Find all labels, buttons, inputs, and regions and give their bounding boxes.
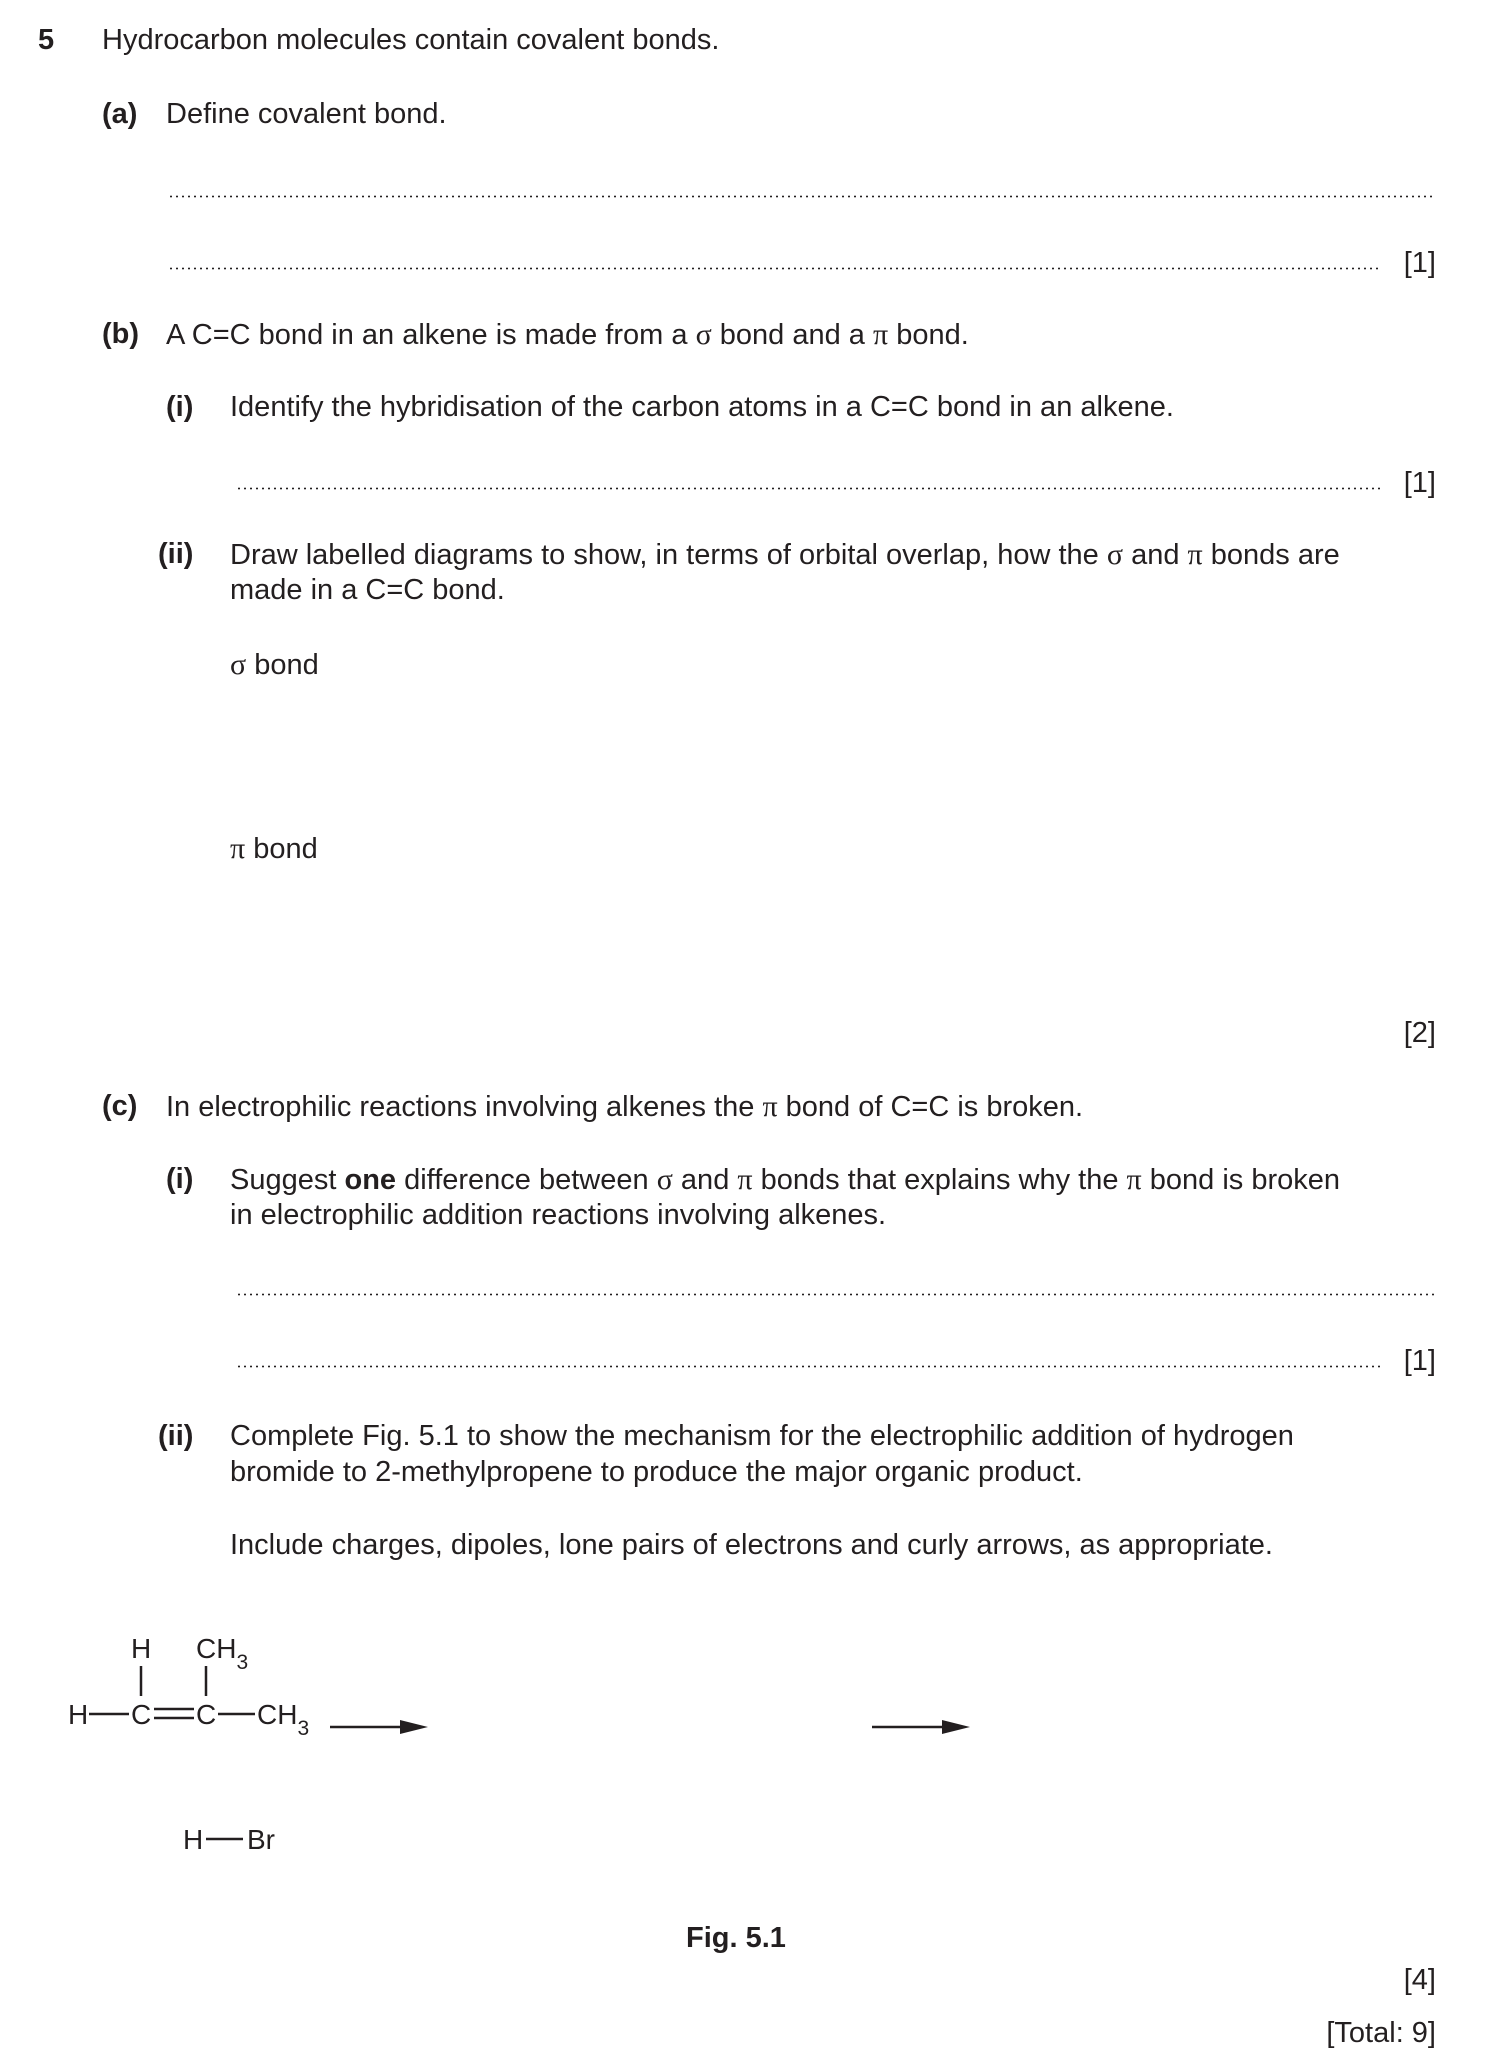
fig-5-1-diagram[interactable] [0, 1600, 1500, 1960]
part-b-ii-text-2: and [1123, 539, 1188, 571]
part-c-ii-instruction: Include charges, dipoles, lone pairs of electrons and curly arrows, as appropriate. [230, 1529, 1273, 1561]
atom-c2: C [196, 1699, 217, 1730]
pi-symbol: π [873, 318, 889, 351]
figure-caption: Fig. 5.1 [686, 1922, 786, 1954]
part-b-label: (b) [102, 318, 140, 350]
pi-symbol: π [1187, 538, 1203, 571]
pi-symbol: π [230, 832, 246, 865]
pi-bond-label [230, 830, 318, 868]
part-c-i-text-3: and [672, 1164, 738, 1196]
part-b-text-2: bond and a [711, 319, 873, 351]
part-b-text-3: bond. [888, 319, 969, 351]
part-b-ii-text-1: Draw labelled diagrams to show, in terms of orbital overlap, how the [230, 539, 1107, 571]
atom-h-top: H [131, 1633, 152, 1664]
pi-bond-word: bond [253, 833, 318, 865]
mark-c-i: [1] [1403, 1345, 1436, 1377]
sigma-symbol: σ [230, 648, 247, 681]
question-number: 5 [38, 24, 55, 56]
part-b-ii-text-3: bonds are [1202, 539, 1340, 571]
part-c-i-text-line2: in electrophilic addition reactions involving alkenes. [230, 1199, 887, 1231]
part-a-text: Define covalent bond. [166, 98, 447, 130]
sigma-bond-label [230, 646, 319, 684]
part-c-i-text-5: bond is broken [1141, 1164, 1341, 1196]
group-ch3-right [257, 1699, 309, 1740]
hbr-h: H [183, 1824, 204, 1855]
reaction-arrow-1-head [400, 1720, 428, 1734]
mark-b-i: [1] [1403, 467, 1436, 499]
part-a-label: (a) [102, 98, 138, 130]
part-c-text-2: bond of C=C is broken. [777, 1091, 1084, 1123]
part-c-i-text [230, 1161, 1438, 1199]
sigma-bond-word: bond [254, 649, 319, 681]
sigma-symbol: σ [1106, 538, 1124, 571]
hbr-br: Br [247, 1824, 275, 1855]
sigma-symbol: σ [695, 318, 712, 351]
answer-line-b-i[interactable] [236, 487, 1382, 490]
pi-bond-drawing-area[interactable] [230, 874, 1430, 1004]
answer-line-c-i-2[interactable] [236, 1365, 1382, 1368]
pi-symbol: π [737, 1163, 753, 1196]
pi-symbol: π [1126, 1163, 1142, 1196]
part-b-ii-label: (ii) [158, 538, 194, 570]
ch3-right-text: CH [257, 1699, 298, 1730]
part-b-ii-text-line2: made in a C=C bond. [230, 574, 505, 606]
atom-h-left: H [68, 1699, 89, 1730]
part-c-i-text-1: Suggest [230, 1164, 345, 1196]
pi-symbol: π [762, 1090, 778, 1123]
part-c-label: (c) [102, 1090, 138, 1122]
sigma-symbol: σ [656, 1163, 673, 1196]
question-stem: Hydrocarbon molecules contain covalent bonds. [102, 24, 720, 56]
answer-line-a1[interactable] [168, 195, 1434, 198]
part-b-ii-text [230, 536, 1438, 574]
ch3-right-subscript: 3 [297, 1717, 310, 1740]
mark-b-ii: [2] [1403, 1017, 1436, 1049]
answer-line-a2[interactable] [168, 267, 1382, 270]
part-c-i-label: (i) [166, 1163, 194, 1195]
part-c-ii-text-line1: Complete Fig. 5.1 to show the mechanism for the electrophilic addition of hydrogen [230, 1420, 1294, 1452]
ch3-top-text: CH [196, 1633, 237, 1664]
part-c-ii-label: (ii) [158, 1420, 194, 1452]
part-c-i-bold: one [344, 1164, 397, 1196]
part-b-text [166, 316, 969, 354]
part-c-ii-text-line2: bromide to 2-methylpropene to produce the major organic product. [230, 1456, 1083, 1488]
sigma-bond-drawing-area[interactable] [230, 690, 1430, 820]
atom-c1: C [131, 1699, 152, 1730]
group-ch3-top [196, 1633, 248, 1674]
part-b-text-1: A C=C bond in an alkene is made from a [166, 319, 696, 351]
mark-a: [1] [1403, 247, 1436, 279]
part-c-i-text-2: difference between [396, 1164, 657, 1196]
part-c-text [166, 1088, 1083, 1126]
part-b-i-text: Identify the hybridisation of the carbon atoms in a C=C bond in an alkene. [230, 391, 1174, 423]
reaction-arrow-2-head [942, 1720, 970, 1734]
mark-c-ii: [4] [1403, 1964, 1436, 1996]
part-c-i-text-4: bonds that explains why the [752, 1164, 1127, 1196]
question-total: [Total: 9] [1326, 2017, 1436, 2049]
answer-line-c-i-1[interactable] [236, 1293, 1434, 1296]
part-c-text-1: In electrophilic reactions involving alkenes the [166, 1091, 763, 1123]
ch3-top-subscript: 3 [236, 1651, 249, 1674]
part-b-i-label: (i) [166, 391, 194, 423]
